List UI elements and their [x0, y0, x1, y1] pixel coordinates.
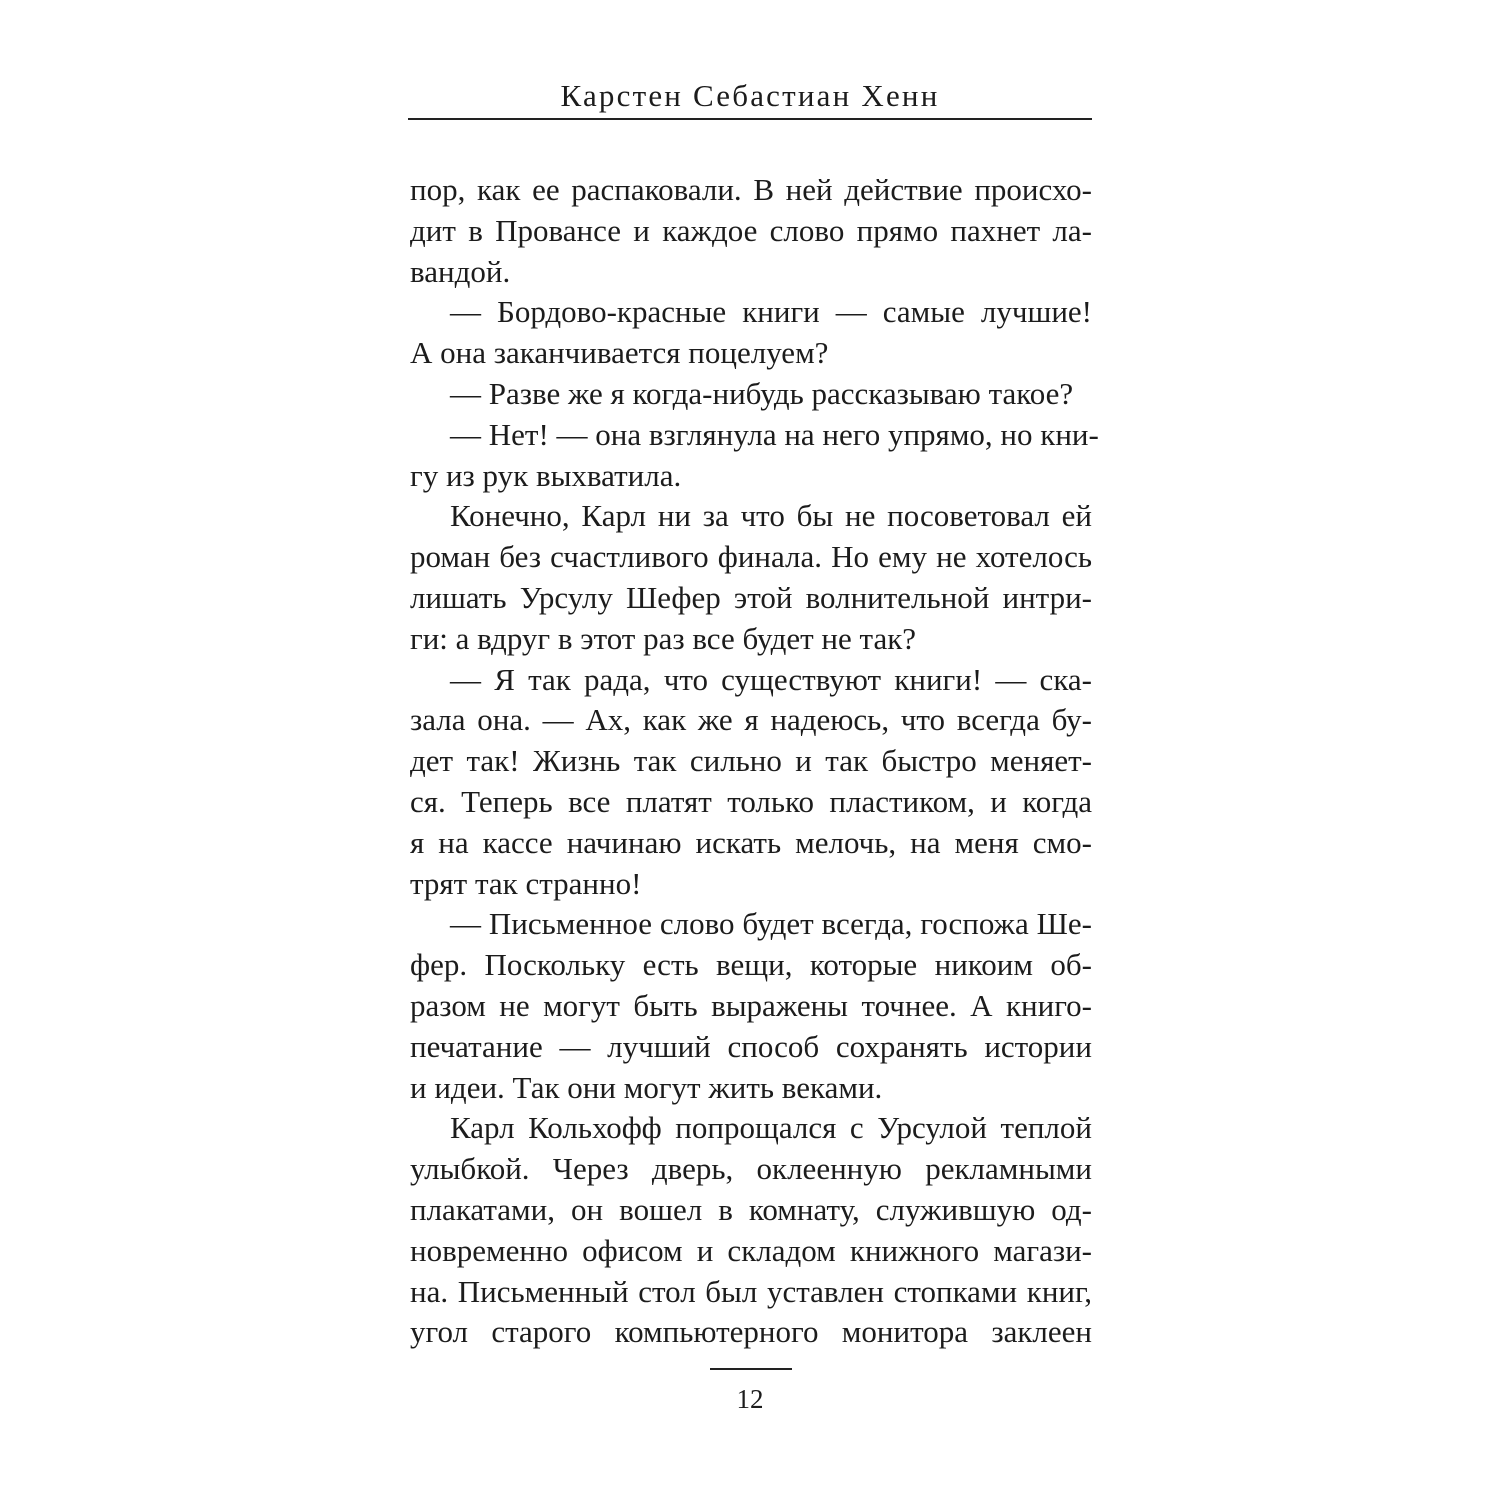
text-line: Карл Кольхофф попрощался с Урсулой теплой [450, 1110, 1092, 1146]
text-line: улыбкой. Через дверь, оклеенную рекламными [410, 1151, 1092, 1187]
header-rule [408, 118, 1092, 120]
footer-rule [710, 1368, 792, 1370]
text-line: зала она. — Ах, как же я надеюсь, что всегда бу- [410, 702, 1092, 738]
text-line: печатание — лучший способ сохранять истории [410, 1028, 1092, 1064]
text-line: гу из рук выхватила. [410, 457, 682, 493]
text-line: — Бордово-красные книги — самые лучшие! [450, 294, 1092, 330]
page-number: 12 [736, 1384, 764, 1414]
text-line: Конечно, Карл ни за что бы не посоветовал ей [450, 498, 1092, 534]
text-line: — Я так рада, что существуют книги! — ска- [450, 661, 1092, 697]
text-line: разом не могут быть выражены точнее. А книго- [410, 987, 1092, 1023]
text-line: новременно офисом и складом книжного магази- [410, 1232, 1092, 1268]
text-line: угол старого компьютерного монитора заклеен [410, 1314, 1092, 1350]
text-line: и идеи. Так они могут жить веками. [410, 1069, 883, 1105]
text-line: на. Письменный стол был уставлен стопками книг, [410, 1273, 1092, 1309]
text-line: ся. Теперь все платят только пластиком, и когда [410, 783, 1092, 819]
text-line: пор, как ее распаковали. В ней действие происхо- [410, 172, 1092, 207]
text-line: лишать Урсулу Шефер этой волнительной интри- [410, 579, 1092, 615]
text-line: ги: а вдруг в этот раз все будет не так? [410, 620, 917, 656]
text-line: дет так! Жизнь так сильно и так быстро меняет- [410, 743, 1092, 779]
text-line: — Письменное слово будет всегда, госпожа Ше- [450, 906, 1092, 942]
text-line: — Нет! — она взглянула на него упрямо, но кни- [450, 416, 1099, 452]
text-line: вандой. [410, 253, 511, 289]
text-line: плакатами, он вошел в комнату, служившую од- [410, 1191, 1092, 1227]
text-line: роман без счастливого финала. Но ему не хотелось [410, 539, 1092, 575]
body-text [410, 170, 1099, 1353]
text-line: дит в Провансе и каждое слово прямо пахнет ла- [410, 212, 1092, 248]
running-head-author: Карстен Себастиан Хенн [560, 78, 940, 113]
text-line: А она заканчивается поцелуем? [410, 335, 829, 371]
text-line: я на кассе начинаю искать мелочь, на меня смо- [410, 824, 1092, 860]
text-line: фер. Поскольку есть вещи, которые никоим об- [410, 947, 1092, 983]
text-line: трят так странно! [410, 865, 642, 901]
text-line: — Разве же я когда-нибудь рассказываю такое? [450, 375, 1074, 411]
